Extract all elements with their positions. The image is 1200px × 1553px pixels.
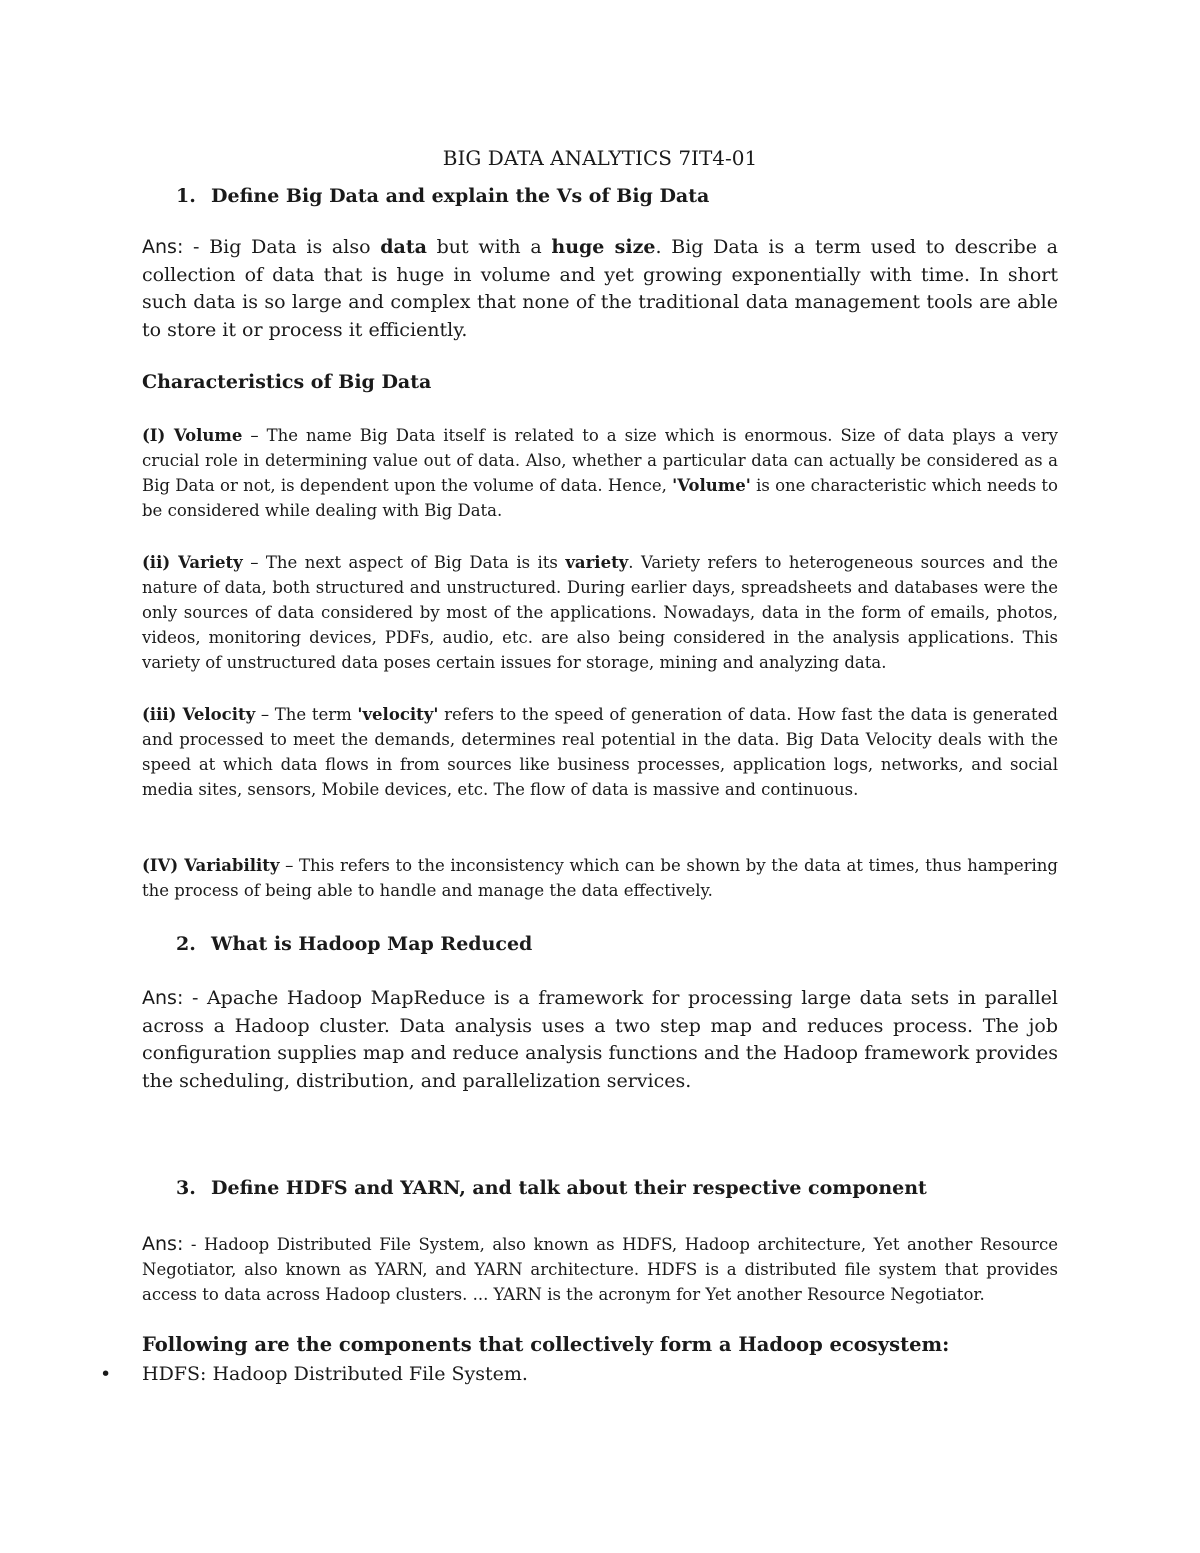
answer-1-label: Ans: bbox=[142, 236, 184, 258]
answer-2-label: Ans: bbox=[142, 987, 184, 1009]
bullet-marker: • bbox=[100, 1363, 112, 1385]
question-2-number: 2. bbox=[176, 933, 196, 955]
bullet-text-hdfs: HDFS: Hadoop Distributed File System. bbox=[142, 1363, 528, 1385]
answer-1-text-b: but with a bbox=[426, 236, 552, 258]
velocity-label: (iii) Velocity bbox=[142, 705, 256, 724]
answer-1-text-c: . Big Data is a term used to describe a collection of data that is huge in volume and yet growing exponentially with time. In short such data is so large and complex that none of the traditional data management tools are able to store it or process it efficiently. bbox=[142, 236, 1058, 341]
answer-3-paragraph bbox=[142, 1232, 1058, 1307]
velocity-text-a: – The term bbox=[255, 705, 358, 724]
variety-text-a: – The next aspect of Big Data is its bbox=[242, 553, 566, 572]
answer-1-bold-huge-size: huge size bbox=[551, 236, 656, 258]
variety-text-b: . Variety refers to heterogeneous sources and the nature of data, both structured and unstructured. During earlier days, spreadsheets and databases were the only sources of data considered by most of the applications. Nowadays, data in the form of emails, photos, videos, monitoring devices, PDFs, audio, etc. are also being considered in the analysis applications. This variety of unstructured data poses certain issues for storage, mining and analyzing data. bbox=[142, 553, 1058, 672]
question-3-heading bbox=[176, 1175, 1076, 1201]
variability-label: (IV) Variability bbox=[142, 856, 280, 875]
answer-3-text: - Hadoop Distributed File System, also known as HDFS, Hadoop architecture, Yet another Resource Negotiator, also known as YARN, and YARN architecture. HDFS is a distributed file system that provides access to data across Hadoop clusters. ... YARN is the acronym for Yet another Resource Negotiator. bbox=[142, 1235, 1058, 1304]
variety-paragraph bbox=[142, 550, 1058, 675]
variety-bold: variety bbox=[565, 553, 629, 572]
question-2-text: What is Hadoop Map Reduced bbox=[211, 933, 533, 955]
components-heading: Following are the components that collectively form a Hadoop ecosystem: bbox=[142, 1333, 950, 1356]
question-1-text: Define Big Data and explain the Vs of Big Data bbox=[211, 185, 710, 207]
velocity-bold: 'velocity' bbox=[357, 705, 439, 724]
question-2-heading bbox=[176, 931, 1076, 957]
variability-paragraph bbox=[142, 853, 1058, 903]
volume-bold: 'Volume' bbox=[672, 476, 751, 495]
volume-text-b: is one characteristic which needs to be considered while dealing with Big Data. bbox=[142, 476, 1058, 520]
velocity-paragraph bbox=[142, 702, 1058, 802]
answer-3-label: Ans: bbox=[142, 1233, 184, 1255]
volume-text-a: – The name Big Data itself is related to a size which is enormous. Size of data plays a very crucial role in determining value out of data. Also, whether a particular data can actually be considered as a Big Data or not, is dependent upon the volume of data. Hence, bbox=[142, 426, 1058, 495]
answer-1-text-a: - Big Data is also bbox=[183, 236, 381, 258]
document-title: BIG DATA ANALYTICS 7IT4-01 bbox=[442, 146, 758, 170]
answer-2-text: - Apache Hadoop MapReduce is a framework for processing large data sets in parallel across a Hadoop cluster. Data analysis uses a two step map and reduces process. The job configuration supplies map and reduce analysis functions and the Hadoop framework provides the scheduling, distribution, and parallelization services. bbox=[142, 987, 1058, 1092]
question-1-number: 1. bbox=[176, 185, 196, 207]
question-3-number: 3. bbox=[176, 1177, 196, 1199]
volume-label: (I) Volume bbox=[142, 426, 243, 445]
question-3-text: Define HDFS and YARN, and talk about their respective component bbox=[211, 1177, 927, 1199]
velocity-text-b: refers to the speed of generation of data. How fast the data is generated and processed to meet the demands, determines real potential in the data. Big Data Velocity deals with the speed at which data flows in from sources like business processes, application logs, networks, and social media sites, sensors, Mobile devices, etc. The flow of data is massive and continuous. bbox=[142, 705, 1058, 799]
question-1-heading bbox=[176, 183, 1076, 209]
variety-label: (ii) Variety bbox=[142, 553, 243, 572]
variability-text: – This refers to the inconsistency which can be shown by the data at times, thus hampering the process of being able to handle and manage the data effectively. bbox=[142, 856, 1058, 900]
answer-1-bold-data: data bbox=[380, 236, 427, 258]
answer-2-paragraph bbox=[142, 985, 1058, 1095]
answer-1-paragraph bbox=[142, 234, 1058, 344]
volume-paragraph bbox=[142, 423, 1058, 523]
characteristics-heading: Characteristics of Big Data bbox=[142, 371, 432, 393]
bullet-list-item bbox=[100, 1361, 528, 1387]
